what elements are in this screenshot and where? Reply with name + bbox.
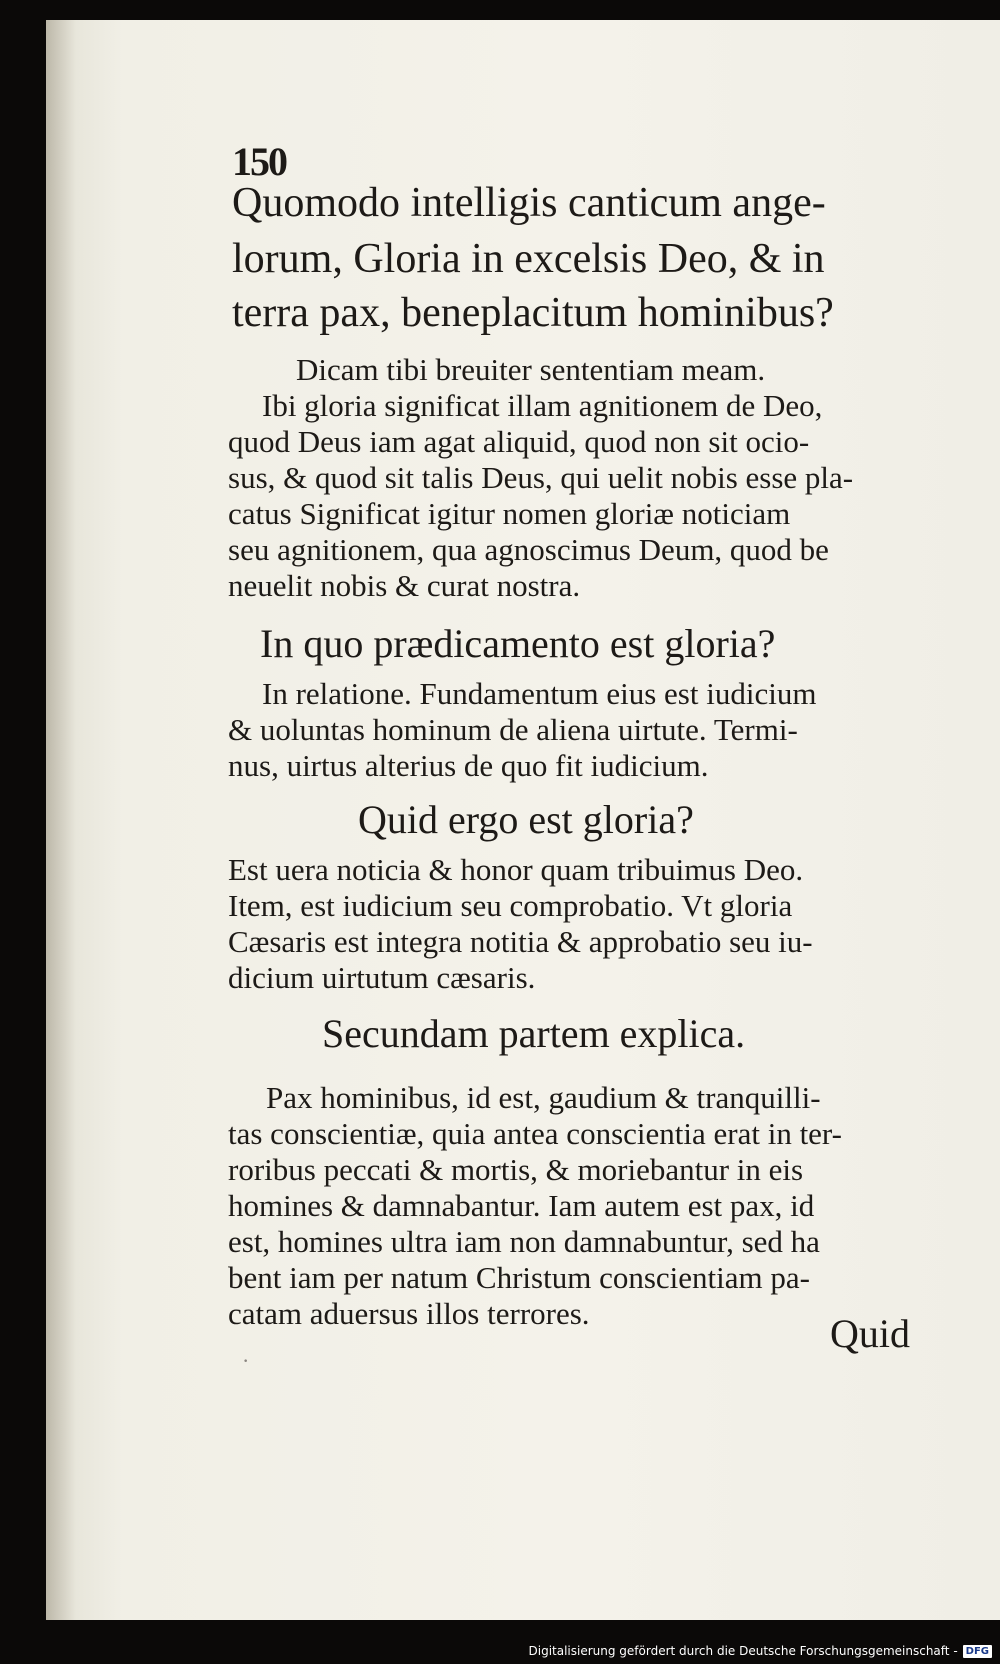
answer-2-line-1: In relatione. Fundamentum eius est iudicium bbox=[262, 676, 817, 711]
question-1-line-2: lorum, Gloria in excelsis Deo, & in bbox=[232, 236, 825, 282]
question-1-line-1: Quomodo intelligis canticum ange- bbox=[232, 180, 826, 226]
answer-4-line-4: homines & damnabantur. Iam autem est pax, id bbox=[228, 1188, 815, 1223]
page-text bbox=[46, 20, 1000, 1620]
ink-speck: · bbox=[242, 1348, 250, 1373]
answer-1-line-4: sus, & quod sit talis Deus, qui uelit nobis esse pla- bbox=[228, 460, 854, 495]
answer-1-line-5: catus Significat igitur nomen gloriæ noticiam bbox=[228, 496, 791, 531]
question-1-line-3: terra pax, beneplacitum hominibus? bbox=[232, 290, 834, 336]
question-3-heading: Quid ergo est gloria? bbox=[358, 797, 694, 842]
answer-4-line-7: catam aduersus illos terrores. bbox=[228, 1296, 590, 1331]
answer-4-line-3: roribus peccati & mortis, & moriebantur in eis bbox=[228, 1152, 804, 1187]
answer-3-line-3: Cæsaris est integra notitia & approbatio seu iu- bbox=[228, 924, 813, 959]
answer-1-line-7: neuelit nobis & curat nostra. bbox=[228, 568, 581, 603]
answer-3-line-2: Item, est iudicium seu comprobatio. Vt gloria bbox=[228, 888, 793, 923]
answer-3-line-1: Est uera noticia & honor quam tribuimus Deo. bbox=[228, 852, 804, 887]
answer-4-line-6: bent iam per natum Christum conscientiam pa- bbox=[228, 1260, 810, 1295]
folio-number: 150 bbox=[232, 139, 286, 184]
answer-1-line-1: Dicam tibi breuiter sententiam meam. bbox=[296, 352, 766, 387]
credit-text: Digitalisierung gefördert durch die Deutsche Forschungsgemeinschaft - bbox=[528, 1644, 958, 1658]
book-page bbox=[46, 20, 1000, 1620]
answer-4-line-5: est, homines ultra iam non damnabuntur, sed ha bbox=[228, 1224, 820, 1259]
answer-3-line-4: dicium uirtutum cæsaris. bbox=[228, 960, 536, 995]
answer-4-line-1: Pax hominibus, id est, gaudium & tranquilli- bbox=[266, 1080, 821, 1115]
answer-1-line-2: Ibi gloria significat illam agnitionem de Deo, bbox=[262, 388, 823, 423]
question-4-heading: Secundam partem explica. bbox=[322, 1011, 746, 1056]
answer-1-line-6: seu agnitionem, qua agnoscimus Deum, quod be bbox=[228, 532, 829, 567]
question-2-heading: In quo prædicamento est gloria? bbox=[260, 621, 776, 666]
digitization-credit bbox=[529, 1644, 993, 1658]
answer-2-line-3: nus, uirtus alterius de quo fit iudicium. bbox=[228, 748, 709, 783]
dfg-logo: DFG bbox=[963, 1645, 992, 1658]
catchword: Quid bbox=[830, 1311, 910, 1356]
answer-4-line-2: tas conscientiæ, quia antea conscientia erat in ter- bbox=[228, 1116, 842, 1151]
answer-1-line-3: quod Deus iam agat aliquid, quod non sit ocio- bbox=[228, 424, 810, 459]
answer-2-line-2: & uoluntas hominum de aliena uirtute. Termi- bbox=[228, 712, 798, 747]
